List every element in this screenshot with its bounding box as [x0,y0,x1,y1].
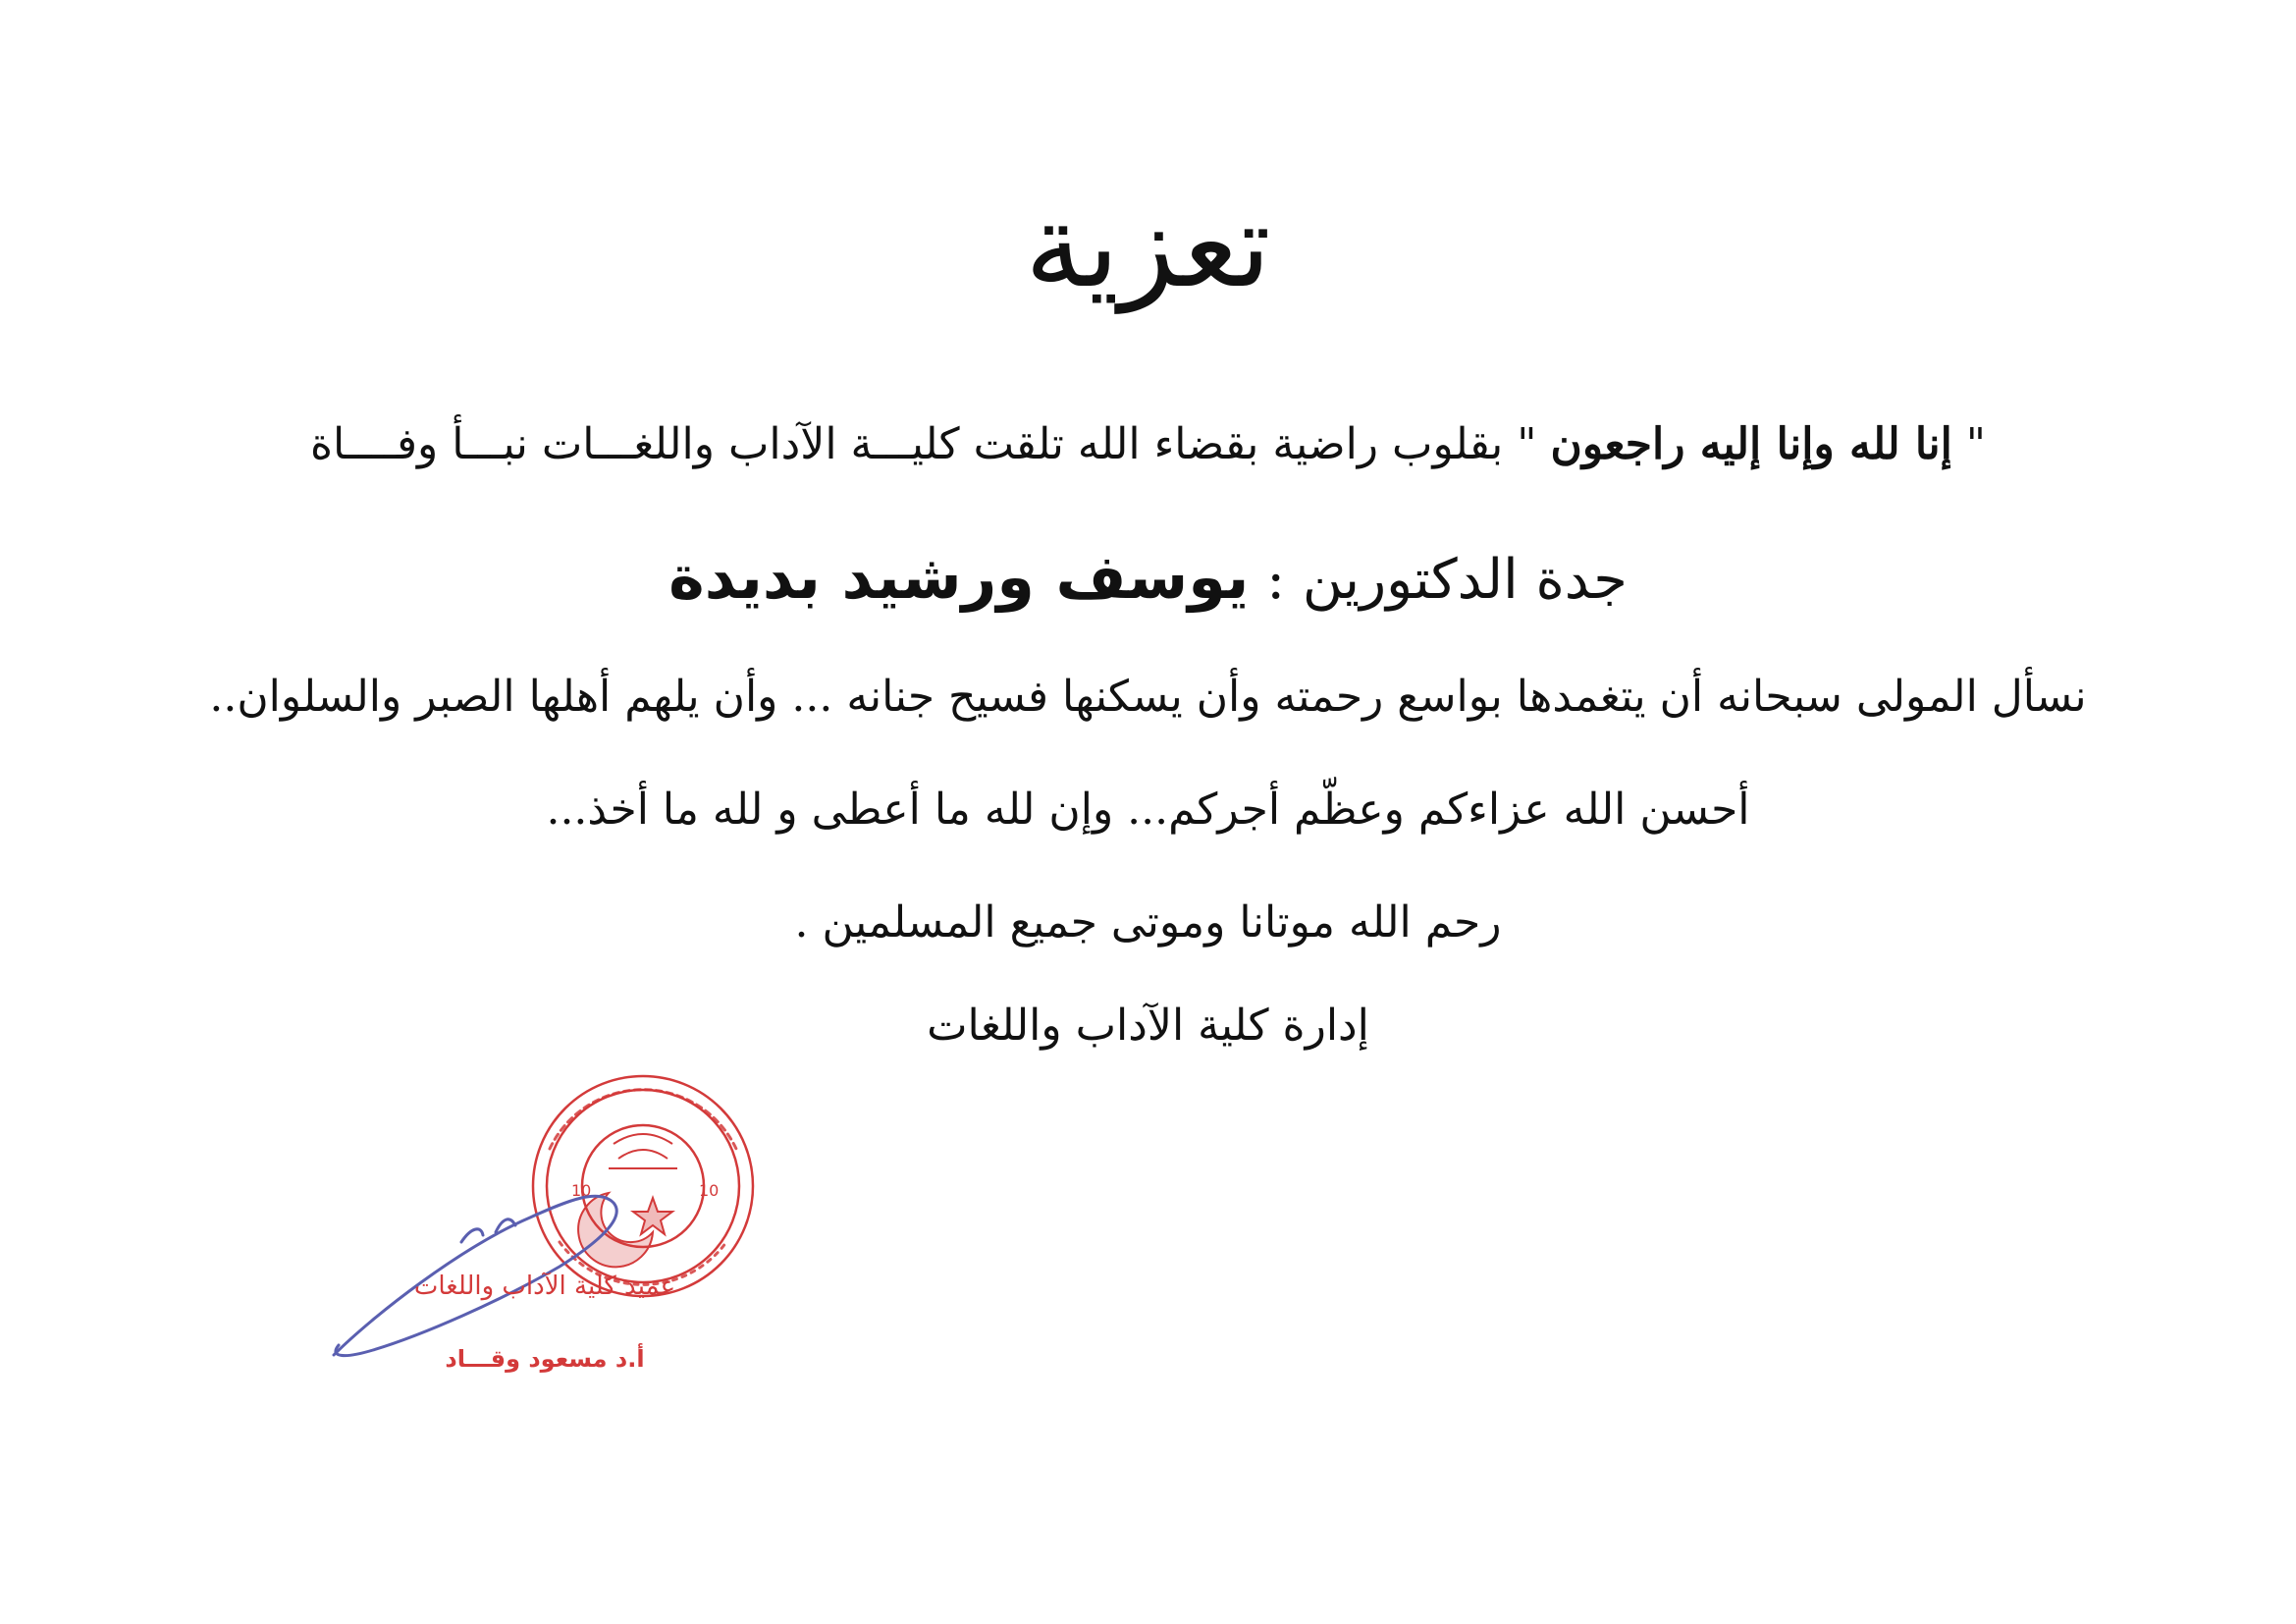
mercy-line: رحم الله موتانا وموتى جميع المسلمين . [794,897,1502,947]
stamp-signature-block [314,1070,805,1404]
condolence-line: أحسن الله عزاءكم وعظّم أجركم... وإن لله ما أعطى و لله ما أخذ... [546,785,1750,835]
page-title: تعزية [1025,178,1271,313]
stamp-number-left: 10 [571,1181,592,1200]
deceased-prefix: جدة الدكتورين : [1266,548,1628,612]
closing-quote: " [1517,419,1537,469]
intro-paragraph [0,410,2296,479]
opening-quote: " [1965,419,1987,469]
deceased-line [0,538,2296,620]
intro-rest: بقلوب راضية بقضاء الله تلقت كليـــة الآداب واللغـــات نبـــأ وفــــاة [309,419,1504,469]
dean-title: عميد كلية الآداب واللغات [413,1272,676,1301]
stamp-number-right: 10 [699,1181,720,1200]
dean-name: أ.د مسعود وقـــاد [445,1345,645,1373]
signoff-line: إدارة كلية الآداب واللغات [927,1001,1369,1051]
prayer-line: نسأل المولى سبحانه أن يتغمدها بواسع رحمته وأن يسكنها فسيح جنانه ... وأن يلهم أهلها الصبر والسلوان.. [209,672,2087,722]
verse-text: إنا لله وإنا إليه راجعون [1550,419,1952,469]
deceased-names: يوسف ورشيد بديدة [668,541,1250,613]
